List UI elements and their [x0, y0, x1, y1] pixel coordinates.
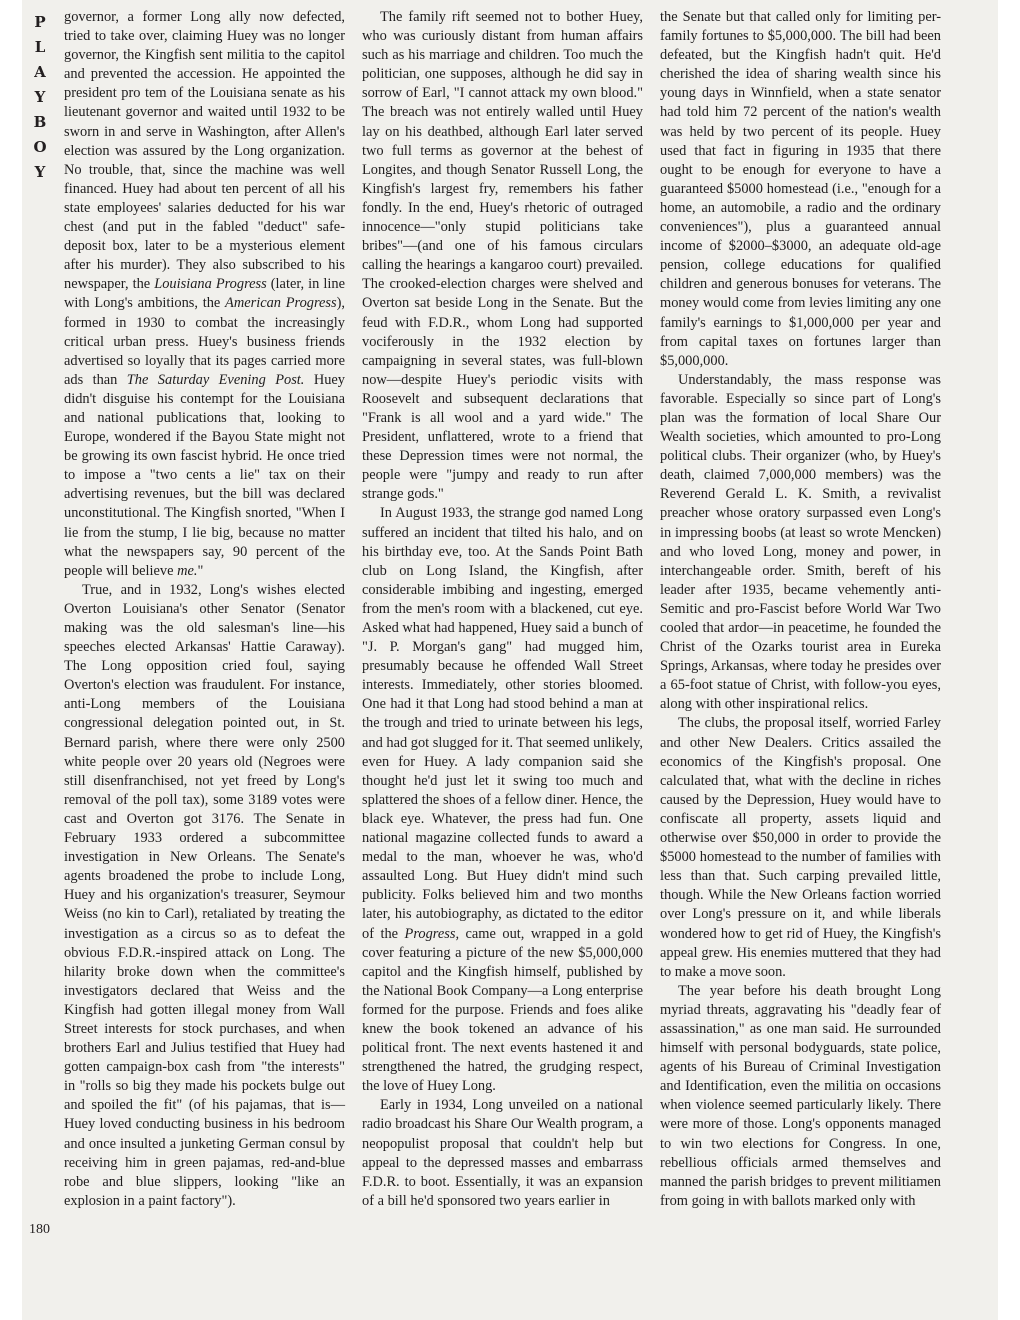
body-text: the Senate but that called only for limiting per-family fortunes to $5,000,000. The bill had been defeated, but the Kingfish hadn't quit. He'd cherished the idea of sharing wealth since his young days in Winnfield, when a state senator had told him 72 percent of the nation's wealth was held by two percent of its people. Huey used that fact in figuring in 1935 that there ought to be enough for everyone to have a guaranteed $5000 homestead (i.e., "enough for a home, an automobile, a radio and the ordinary conveniences"), plus a guaranteed annual income of $2000–$3000, an adequate old-age pension, college educations for qualified children and generous bonuses for veterans. The money would come from levies limiting any one family's earnings to $1,000,000 per year and from capital taxes on fortunes larger than $5,000,000. [660, 9, 941, 369]
article-paragraph [660, 8, 941, 371]
article-column-2 [362, 8, 643, 1211]
sidebar-letter: Y [34, 163, 46, 181]
article-paragraph [660, 371, 941, 715]
body-text: governor, a former Long ally now defected, tried to take over, claiming Huey was no longer governor, the Kingfish sent militia to the capitol and prevented the accession. He appointed the president pro tem of the Louisiana senate as his lieutenant governor and waited until 1932 to be sworn in and serve in Washington, after Allen's election was assured by the Long organization. No trouble, that, since the machine was well financed. Huey had about ten percent of all his state employees' salaries deducted for his war chest (and put in the fabled "deduct" safe-deposit box, later to be a mysterious element after his murder). They also subscribed to his newspaper, the [64, 9, 345, 293]
body-text: In August 1933, the strange god named Long suffered an incident that tilted his halo, and on his birthday eve, too. At the Sands Point Bath club on Long Island, the Kingfish, after considerable imbibing and ingesting, emerged from the men's room with a blackened, cut eye. Asked what had happened, Huey said a bunch of "J. P. Morgan's gang" had mugged him, presumably because he offended Wall Street interests. Immediately, other stories bloomed. One had it that Long had stood behind a man at the trough and tried to urinate between his legs, and had got slugged for it. That seemed unlikely, even for Huey. A lady companion said she thought he'd just let it swing too much and splattered the shoes of a fellow diner. Hence, the black eye. Whatever, the press had fun. One national magazine collected funds to award a medal to the man, whoever he was, who'd assaulted Long. But Huey didn't mind such publicity. Folks believed him and two months later, his autobiography, as dictated to the editor of the [362, 505, 643, 942]
body-text: The year before his death brought Long myriad threats, aggravating his "deadly fear of assassination," as one man said. He surrounded himself with personal bodyguards, state police, agents of his Bureau of Criminal Investigation and Identification, even the militia on occasions when violence seemed particularly likely. There were more of those. Long's opponents managed to win two elections for Congress. In one, rebellious officials armed themselves and manned the parish bridges to prevent militiamen from going in with ballots marked only with [660, 982, 941, 1209]
sidebar-letter: A [34, 63, 46, 81]
magazine-sidebar-title [28, 10, 52, 185]
article-paragraph [64, 8, 345, 581]
body-text: ), formed in 1930 to combat the increasingly critical urban press. Huey's business friends advertised so loyally that its pages carried more ads than [64, 295, 346, 388]
body-text: The clubs, the proposal itself, worried Farley and other New Dealers. Critics assailed the economics of the Kingfish's proposal. One calculated that, what with the decline in riches caused by the Depression, Huey would have to confiscate all property, assets liquid and otherwise over $50,000 in order to provide the $5000 homestead to the number of families with less than that. Such carping prevailed little, though. While the New Orleans faction worried over Long's pressure on it, and while liberals wondered how to get rid of Huey, the Kingfish's appeal grew. His enemies muttered that they had to make a move soon. [660, 715, 941, 980]
body-text: Early in 1934, Long unveiled on a national radio broadcast his Share Our Wealth program, a neopopulist proposal that couldn't help but appeal to the depressed masses and embarrass F.D.R. to boot. Essentially, it was an expansion of a bill he'd sponsored two years earlier in [362, 1097, 643, 1209]
body-text: True, and in 1932, Long's wishes elected Overton Louisiana's other Senator (Senator making was the old salesman's line—his speeches elected Arkansas' Hattie Caraway). The Long opposition cried foul, saying Overton's election was fraudulent. For instance, anti-Long members of the Louisiana congressional delegation pointed out, in St. Bernard parish, where there were only 2500 white people over 20 years old (Negroes were still disenfranchised, not yet freed by Long's removal of the poll tax), some 3189 votes were cast and Overton got 3176. The Senate in February 1933 ordered a subcommittee investigation in New Orleans. The Senate's agents broadened the probe to include Long, Huey and his organization's treasurer, Seymour Weiss (no kin to Carl), retaliated by treating the investigation as a circus so as to defeat the obvious F.D.R.-inspired attack on Long. The hilarity broke down when the committee's investigators declared that Weiss and the Kingfish had gotten illegal money from Wall Street interests for stock purchases, and when brothers Earl and Julius testified that Huey had gotten campaign-box cash from "the interests" in "rolls so big they made his pockets bulge out and spoiled the fit" (of his pajamas, that is—Huey loved conducting business in his bedroom and once insulted a junketing German consul by receiving him in green pajamas, red-and-blue robe and blue slippers, looking "like an explosion in a paint factory"). [64, 581, 345, 1209]
article-column-3 [660, 8, 941, 1211]
body-text: Huey didn't disguise his contempt for the Louisiana and national publications that, looking to Europe, wondered if the Bayou State might not be growing its own fascist hybrid. He once tried to impose a "two cents a lie" tax on their advertising revenues, but the bill was declared unconstitutional. The Kingfish snorted, "When I lie from the stump, I lie big, because no matter what the newspapers say, 90 percent of the people will believe [64, 371, 345, 579]
body-text: Understandably, the mass response was favorable. Especially so since part of Long's plan was the formation of local Share Our Wealth societies, which amounted to pro-Long political clubs. Their organizer (who, by Huey's death, claimed 7,000,000 members) was the Reverend Gerald L. K. Smith, a revivalist preacher whose oratory surpassed even Long's in impressing boobs (at least so wrote Mencken) and who loved Long, money and power, in interchangeable order. Smith, bereft of his leader after 1935, became vehemently anti-Semitic and pro-Fascist before World War Two cooled that ardor—in peacetime, he founded the Christ of the Ozarks tourist area in Eureka Springs, Arkansas, where today he presides over a 65-foot statue of Christ, with follow-you eyes, along with other inspirational relics. [660, 371, 941, 713]
article-column-1 [64, 8, 345, 1211]
article-paragraph [362, 504, 643, 1096]
article-paragraph [660, 982, 941, 1211]
body-text: came out, wrapped in a gold cover featuring a picture of the new $5,000,000 capitol and the Kingfish himself, published by the National Book Company—a Long enterprise formed for the purpose. Friends and foes alike knew the book tokened an advance of his political front. The next events hastened it and strengthened the hatred, the grudging respect, the love of Huey Long. [362, 925, 644, 1095]
body-text: The family rift seemed not to bother Huey, who was curiously distant from human affairs such as his marriage and children. Too much the politician, one supposes, although he did say in sorrow of Earl, "I cannot attack my own blood." The breach was not entirely walled until Huey lay on his deathbed, although Earl later served two full terms as governor at the behest of Longites, and though Senator Russell Long, the Kingfish's largest fry, remembers his father fondly. In the end, Huey's rhetoric of outraged innocence—"only stupid politicians take bribes"—(and one of his famous circulars calling the hearings a kangaroo court) prevailed. The crooked-election charges were shelved and Overton sat beside Long in the Senate. But the feud with F.D.R., whom Long had supported vociferously in the 1932 election by campaigning in several states, was full-blown now—despite Huey's periodic visits with Roosevelt and subsequent declarations that "Frank is all wool and a yard wide." The President, unflattered, wrote to a friend that these Depression times were not normal, the people were "jumpy and ready to run after strange gods." [362, 9, 643, 503]
sidebar-letter: B [33, 113, 47, 131]
italic-text: Progress, [404, 925, 460, 942]
page-number: 180 [29, 1222, 50, 1237]
article-paragraph [64, 581, 345, 1211]
italic-text: The Saturday Evening Post. [126, 371, 305, 388]
sidebar-letter: Y [34, 88, 46, 106]
italic-text: American Progress [225, 295, 337, 312]
italic-text: Louisiana Progress [154, 276, 267, 293]
sidebar-letter: L [34, 38, 46, 56]
article-paragraph [362, 1096, 643, 1211]
article-paragraph [660, 714, 941, 981]
body-text: " [197, 562, 204, 579]
italic-text: me. [177, 562, 198, 579]
sidebar-letter: O [33, 138, 47, 156]
sidebar-letter: P [34, 13, 46, 31]
body-text: (later, in line with Long's ambitions, the [64, 276, 345, 312]
article-paragraph [362, 8, 643, 504]
